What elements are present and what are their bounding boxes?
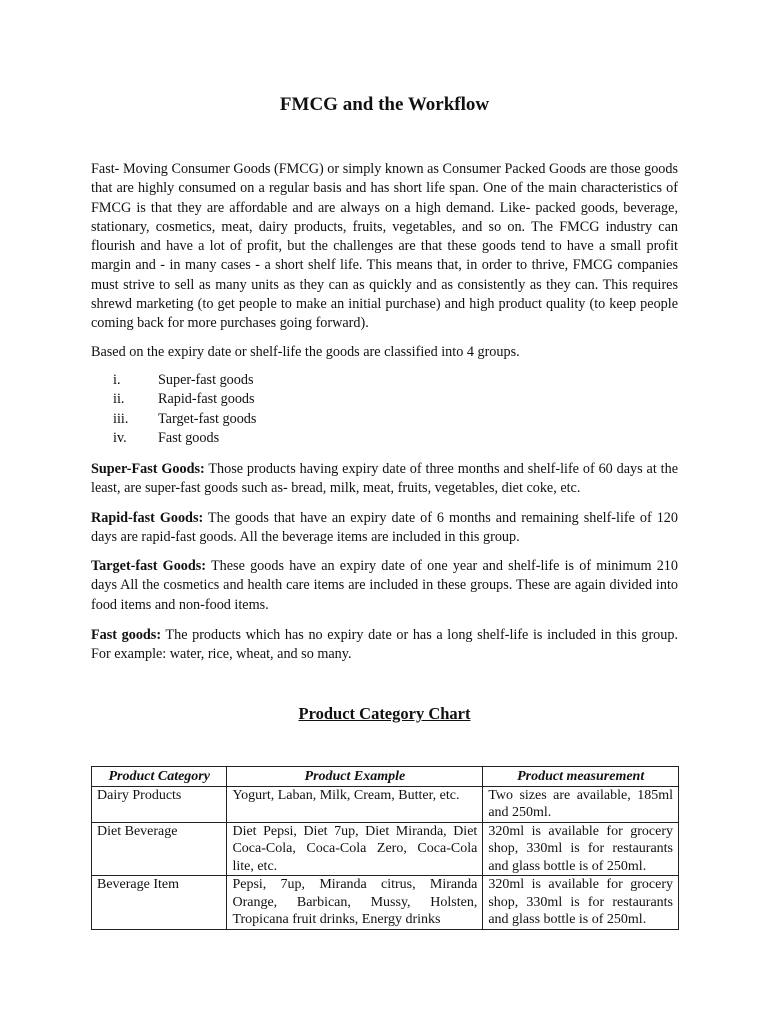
classification-intro: Based on the expiry date or shelf-life the goods are classified into 4 groups.	[91, 344, 520, 360]
definition-term: Rapid-fast Goods:	[91, 510, 204, 526]
definition-text: These goods have an expiry date of one year and shelf-life is of minimum 210 days All the cosmetics and health care items are included in these groups. These are again divided into food items and non-food items.	[91, 558, 678, 613]
list-item	[91, 429, 678, 448]
list-item-number: iv.	[113, 429, 127, 446]
list-item-number: i.	[113, 372, 121, 388]
list-item-label: Rapid-fast goods	[158, 391, 255, 408]
intro-paragraph: Fast- Moving Consumer Goods (FMCG) or simply known as Consumer Packed Goods are those goods that are highly consumed on a regular basis and has short life span. One of the main characteristics of FMCG is that they are affordable and are always on a high demand. Like- packed goods, beverage, stationary, cosmetics, meat, dairy products, fruits, vegetables, and so on. The FMCG industry can flourish and have a lot of profit, but the challenges are that these goods tend to have a small profit margin and - in many cases - a short shelf life. This means that, in order to thrive, FMCG companies must strive to sell as many units as they can as quickly and as consistently as they can. This requires shrewd marketing (to get people to make an initial purchase) and high product quality (to keep people coming back for more purchases going forward).	[91, 161, 678, 332]
list-item-number: iii.	[113, 410, 129, 427]
list-item-label: Fast goods	[158, 429, 220, 446]
table-header-cell: Product Category	[92, 767, 227, 787]
definition-fast	[91, 626, 678, 665]
list-item	[91, 371, 678, 390]
table-cell-measurement: 320ml is available for grocery shop, 330ml is for restaurants and glass bottle is of 250ml.	[483, 822, 679, 876]
definition-text: The products which has no expiry date or has a long shelf-life is included in this group. For example: water, rice, wheat, and so many.	[91, 627, 678, 663]
groups-list	[91, 371, 678, 448]
list-item	[91, 390, 678, 409]
definition-text: The goods that have an expiry date of 6 months and remaining shelf-life of 120 days are rapid-fast goods. All the beverage items are included in this group.	[91, 510, 678, 546]
table-cell-measurement: Two sizes are available, 185ml and 250ml.	[483, 786, 679, 822]
table-header-row	[92, 767, 679, 787]
definition-term: Super-Fast Goods:	[91, 461, 205, 477]
chart-title: Product Category Chart	[298, 704, 471, 723]
page-title: FMCG and the Workflow	[279, 94, 490, 115]
table-cell-example: Diet Pepsi, Diet 7up, Diet Miranda, Diet Coca-Cola, Coca-Cola Zero, Coca-Cola lite, etc.	[227, 822, 483, 876]
definition-target-fast	[91, 557, 678, 615]
table-row	[92, 876, 679, 930]
list-item	[91, 410, 678, 429]
table-cell-category: Beverage Item	[92, 876, 227, 930]
definition-super-fast	[91, 460, 678, 499]
definition-term: Fast goods:	[91, 627, 162, 643]
list-item-label: Super-fast goods	[158, 372, 254, 388]
table-cell-category: Dairy Products	[92, 786, 227, 822]
table-row	[92, 786, 679, 822]
list-item-label: Target-fast goods	[158, 410, 257, 427]
table-header-cell: Product Example	[227, 767, 483, 787]
table-cell-example: Yogurt, Laban, Milk, Cream, Butter, etc.	[227, 786, 483, 822]
definition-text: Those products having expiry date of three months and shelf-life of 60 days at the least, are super-fast goods such as- bread, milk, meat, fruits, vegetables, diet coke, etc.	[91, 461, 678, 497]
table-cell-measurement: 320ml is available for grocery shop, 330ml is for restaurants and glass bottle is of 250ml.	[483, 876, 679, 930]
table-row	[92, 822, 679, 876]
table-cell-example: Pepsi, 7up, Miranda citrus, Miranda Orange, Barbican, Mussy, Holsten, Tropicana fruit drinks, Energy drinks	[227, 876, 483, 930]
definition-rapid-fast	[91, 509, 678, 548]
product-category-table	[91, 766, 679, 930]
list-item-number: ii.	[113, 391, 125, 408]
table-header-cell: Product measurement	[483, 767, 679, 787]
table-cell-category: Diet Beverage	[92, 822, 227, 876]
definition-term: Target-fast Goods:	[91, 558, 207, 574]
